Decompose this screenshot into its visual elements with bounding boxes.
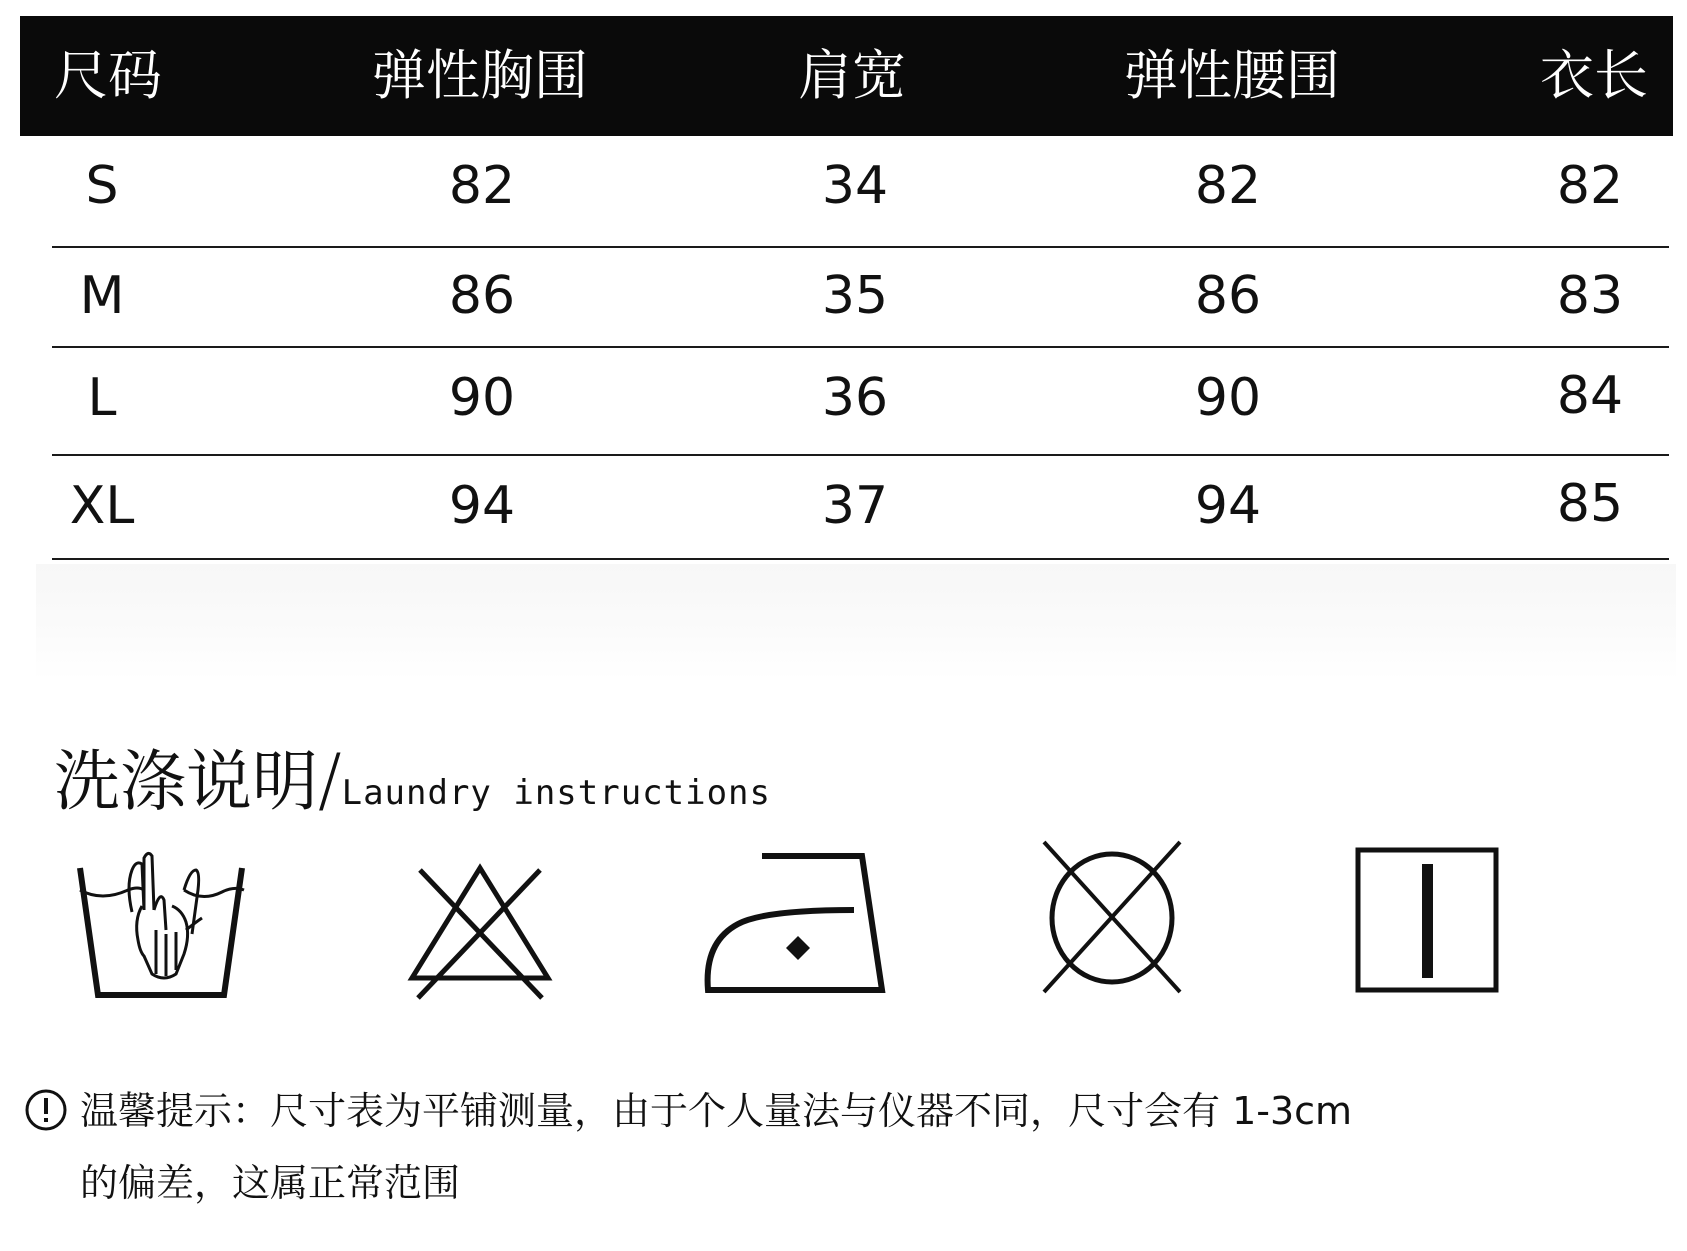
size-cell: L [87, 368, 117, 428]
header-chest: 弹性胸围 [372, 44, 588, 107]
waist-cell: 82 [1194, 156, 1262, 216]
waist-cell: 90 [1194, 368, 1262, 428]
table-row [0, 246, 1687, 346]
shoulder-cell: 34 [821, 156, 889, 216]
length-cell: 82 [1556, 156, 1624, 216]
faded-band [36, 564, 1676, 680]
line-dry-icon [1354, 846, 1500, 994]
chest-cell: 94 [448, 476, 516, 536]
no-tumble-dry-icon [1040, 838, 1184, 996]
chest-cell: 86 [448, 266, 516, 326]
note-text-line1: 温馨提示：尺寸表为平铺测量，由于个人量法与仪器不同，尺寸会有 1-3cm [80, 1089, 1353, 1133]
table-row [0, 454, 1687, 558]
laundry-title [54, 728, 771, 823]
size-cell: M [79, 266, 125, 326]
chest-cell: 82 [448, 156, 516, 216]
waist-cell: 86 [1194, 266, 1262, 326]
table-row [0, 136, 1687, 246]
hand-wash-icon [72, 850, 252, 1000]
laundry-title-en: Laundry instructions [341, 773, 771, 813]
table-row [0, 346, 1687, 454]
header-waist: 弹性腰围 [1124, 44, 1340, 107]
shoulder-cell: 37 [821, 476, 889, 536]
shoulder-cell: 35 [821, 266, 889, 326]
size-cell: S [85, 156, 119, 216]
header-length: 衣长 [1540, 44, 1648, 107]
header-shoulder: 肩宽 [798, 44, 906, 107]
waist-cell: 94 [1194, 476, 1262, 536]
size-cell: XL [69, 476, 135, 536]
row-divider [52, 558, 1669, 560]
iron-low-heat-icon [704, 852, 890, 996]
size-table-header [20, 16, 1673, 136]
length-cell: 83 [1556, 266, 1624, 326]
length-cell: 84 [1556, 366, 1624, 426]
info-circle-icon [24, 1088, 68, 1132]
laundry-title-separator: / [318, 739, 342, 821]
chest-cell: 90 [448, 368, 516, 428]
length-cell: 85 [1556, 474, 1624, 534]
laundry-title-cn: 洗涤说明 [54, 743, 318, 820]
header-size: 尺码 [54, 44, 162, 107]
note-text-line2: 的偏差，这属正常范围 [80, 1161, 461, 1205]
shoulder-cell: 36 [821, 368, 889, 428]
no-bleach-icon [404, 862, 556, 1004]
